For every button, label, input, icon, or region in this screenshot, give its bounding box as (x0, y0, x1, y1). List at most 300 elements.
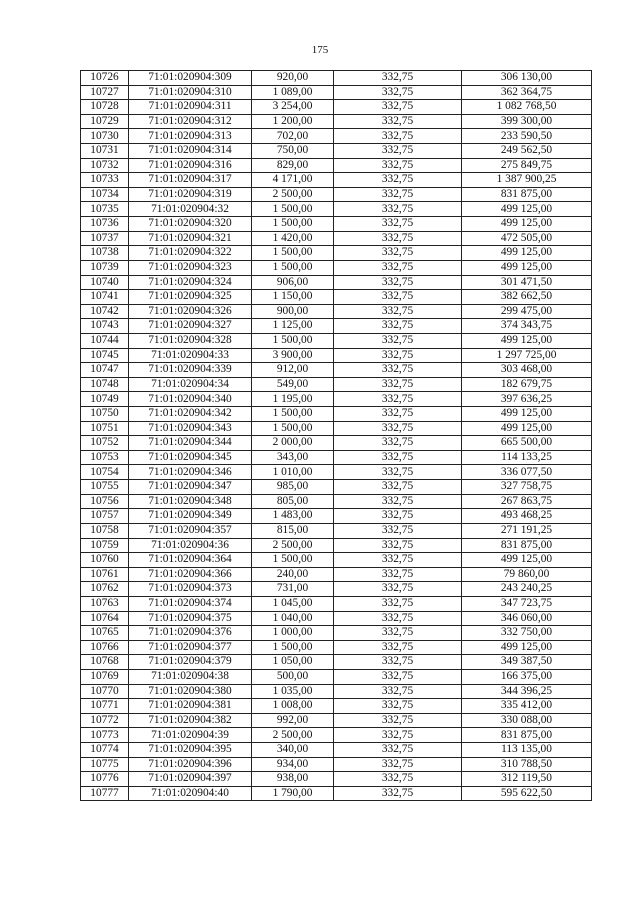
table-row (81, 71, 592, 86)
table-row (81, 114, 592, 129)
row-number-cell: 10761 (81, 567, 129, 582)
table-row (81, 567, 592, 582)
table-row (81, 640, 592, 655)
cadastral-number-cell: 71:01:020904:373 (129, 582, 252, 597)
cadastral-value-cell: 665 500,00 (462, 436, 592, 451)
row-number-cell: 10773 (81, 728, 129, 743)
cadastral-number-cell: 71:01:020904:36 (129, 538, 252, 553)
rate-cell: 332,75 (334, 363, 462, 378)
area-cell: 1 500,00 (252, 553, 334, 568)
table-row (81, 596, 592, 611)
cadastral-value-cell: 233 590,50 (462, 129, 592, 144)
row-number-cell: 10730 (81, 129, 129, 144)
table-row (81, 290, 592, 305)
cadastral-value-cell: 249 562,50 (462, 144, 592, 159)
area-cell: 1 500,00 (252, 260, 334, 275)
cadastral-number-cell: 71:01:020904:340 (129, 392, 252, 407)
rate-cell: 332,75 (334, 713, 462, 728)
cadastral-value-cell: 499 125,00 (462, 260, 592, 275)
row-number-cell: 10737 (81, 231, 129, 246)
row-number-cell: 10774 (81, 743, 129, 758)
row-number-cell: 10742 (81, 304, 129, 319)
table-row (81, 553, 592, 568)
row-number-cell: 10734 (81, 187, 129, 202)
row-number-cell: 10752 (81, 436, 129, 451)
table-row (81, 158, 592, 173)
cadastral-number-cell: 71:01:020904:339 (129, 363, 252, 378)
area-cell: 750,00 (252, 144, 334, 159)
rate-cell: 332,75 (334, 786, 462, 801)
table-row (81, 85, 592, 100)
table-row (81, 523, 592, 538)
area-cell: 1 195,00 (252, 392, 334, 407)
cadastral-value-cell: 831 875,00 (462, 538, 592, 553)
row-number-cell: 10740 (81, 275, 129, 290)
cadastral-value-cell: 397 636,25 (462, 392, 592, 407)
cadastral-number-cell: 71:01:020904:349 (129, 509, 252, 524)
row-number-cell: 10726 (81, 71, 129, 86)
cadastral-value-cell: 499 125,00 (462, 421, 592, 436)
table-row (81, 217, 592, 232)
cadastral-number-cell: 71:01:020904:39 (129, 728, 252, 743)
row-number-cell: 10759 (81, 538, 129, 553)
rate-cell: 332,75 (334, 538, 462, 553)
table-row (81, 538, 592, 553)
rate-cell: 332,75 (334, 772, 462, 787)
cadastral-number-cell: 71:01:020904:381 (129, 699, 252, 714)
row-number-cell: 10728 (81, 100, 129, 115)
area-cell: 549,00 (252, 377, 334, 392)
cadastral-number-cell: 71:01:020904:382 (129, 713, 252, 728)
area-cell: 1 500,00 (252, 246, 334, 261)
row-number-cell: 10743 (81, 319, 129, 334)
table-row (81, 392, 592, 407)
area-cell: 1 050,00 (252, 655, 334, 670)
cadastral-value-cell: 499 125,00 (462, 246, 592, 261)
cadastral-value-cell: 1 297 725,00 (462, 348, 592, 363)
cadastral-value-cell: 166 375,00 (462, 669, 592, 684)
table-row (81, 333, 592, 348)
table-row (81, 582, 592, 597)
cadastral-value-cell: 336 077,50 (462, 465, 592, 480)
row-number-cell: 10765 (81, 626, 129, 641)
row-number-cell: 10753 (81, 450, 129, 465)
area-cell: 1 045,00 (252, 596, 334, 611)
cadastral-number-cell: 71:01:020904:312 (129, 114, 252, 129)
table-row (81, 684, 592, 699)
table-row (81, 728, 592, 743)
table-row (81, 173, 592, 188)
rate-cell: 332,75 (334, 480, 462, 495)
row-number-cell: 10766 (81, 640, 129, 655)
table-row (81, 450, 592, 465)
cadastral-number-cell: 71:01:020904:310 (129, 85, 252, 100)
area-cell: 1 035,00 (252, 684, 334, 699)
cadastral-value-cell: 267 863,75 (462, 494, 592, 509)
table-row (81, 377, 592, 392)
cadastral-value-cell: 271 191,25 (462, 523, 592, 538)
cadastral-value-cell: 114 133,25 (462, 450, 592, 465)
row-number-cell: 10749 (81, 392, 129, 407)
table-row (81, 713, 592, 728)
cadastral-number-cell: 71:01:020904:374 (129, 596, 252, 611)
cadastral-number-cell: 71:01:020904:377 (129, 640, 252, 655)
table-row (81, 144, 592, 159)
area-cell: 1 040,00 (252, 611, 334, 626)
rate-cell: 332,75 (334, 144, 462, 159)
area-cell: 731,00 (252, 582, 334, 597)
rate-cell: 332,75 (334, 114, 462, 129)
rate-cell: 332,75 (334, 392, 462, 407)
rate-cell: 332,75 (334, 85, 462, 100)
cadastral-number-cell: 71:01:020904:346 (129, 465, 252, 480)
cadastral-number-cell: 71:01:020904:34 (129, 377, 252, 392)
cadastral-number-cell: 71:01:020904:395 (129, 743, 252, 758)
area-cell: 2 000,00 (252, 436, 334, 451)
table-row (81, 187, 592, 202)
rate-cell: 332,75 (334, 231, 462, 246)
cadastral-number-cell: 71:01:020904:40 (129, 786, 252, 801)
rate-cell: 332,75 (334, 260, 462, 275)
table-row (81, 465, 592, 480)
cadastral-number-cell: 71:01:020904:345 (129, 450, 252, 465)
rate-cell: 332,75 (334, 158, 462, 173)
row-number-cell: 10751 (81, 421, 129, 436)
cadastral-number-cell: 71:01:020904:344 (129, 436, 252, 451)
cadastral-value-cell: 332 750,00 (462, 626, 592, 641)
rate-cell: 332,75 (334, 436, 462, 451)
rate-cell: 332,75 (334, 669, 462, 684)
rate-cell: 332,75 (334, 509, 462, 524)
rate-cell: 332,75 (334, 377, 462, 392)
cadastral-number-cell: 71:01:020904:319 (129, 187, 252, 202)
row-number-cell: 10727 (81, 85, 129, 100)
table-row (81, 129, 592, 144)
rate-cell: 332,75 (334, 348, 462, 363)
rate-cell: 332,75 (334, 699, 462, 714)
row-number-cell: 10747 (81, 363, 129, 378)
rate-cell: 332,75 (334, 246, 462, 261)
cadastral-number-cell: 71:01:020904:343 (129, 421, 252, 436)
area-cell: 1 420,00 (252, 231, 334, 246)
rate-cell: 332,75 (334, 728, 462, 743)
cadastral-value-cell: 1 387 900,25 (462, 173, 592, 188)
area-cell: 985,00 (252, 480, 334, 495)
area-cell: 2 500,00 (252, 538, 334, 553)
rate-cell: 332,75 (334, 187, 462, 202)
area-cell: 340,00 (252, 743, 334, 758)
cadastral-value-cell: 472 505,00 (462, 231, 592, 246)
row-number-cell: 10762 (81, 582, 129, 597)
cadastral-value-cell: 327 758,75 (462, 480, 592, 495)
cadastral-value-cell: 335 412,00 (462, 699, 592, 714)
area-cell: 1 790,00 (252, 786, 334, 801)
row-number-cell: 10733 (81, 173, 129, 188)
row-number-cell: 10731 (81, 144, 129, 159)
row-number-cell: 10760 (81, 553, 129, 568)
cadastral-value-cell: 499 125,00 (462, 640, 592, 655)
area-cell: 1 500,00 (252, 407, 334, 422)
area-cell: 1 483,00 (252, 509, 334, 524)
cadastral-number-cell: 71:01:020904:311 (129, 100, 252, 115)
area-cell: 815,00 (252, 523, 334, 538)
rate-cell: 332,75 (334, 421, 462, 436)
rate-cell: 332,75 (334, 290, 462, 305)
row-number-cell: 10745 (81, 348, 129, 363)
cadastral-value-cell: 382 662,50 (462, 290, 592, 305)
area-cell: 2 500,00 (252, 728, 334, 743)
table-row (81, 480, 592, 495)
rate-cell: 332,75 (334, 129, 462, 144)
row-number-cell: 10772 (81, 713, 129, 728)
rate-cell: 332,75 (334, 450, 462, 465)
cadastral-number-cell: 71:01:020904:321 (129, 231, 252, 246)
rate-cell: 332,75 (334, 202, 462, 217)
rate-cell: 332,75 (334, 684, 462, 699)
area-cell: 1 000,00 (252, 626, 334, 641)
cadastral-value-cell: 330 088,00 (462, 713, 592, 728)
table-row (81, 772, 592, 787)
cadastral-value-cell: 493 468,25 (462, 509, 592, 524)
cadastral-value-cell: 301 471,50 (462, 275, 592, 290)
cadastral-number-cell: 71:01:020904:327 (129, 319, 252, 334)
area-cell: 1 008,00 (252, 699, 334, 714)
row-number-cell: 10736 (81, 217, 129, 232)
rate-cell: 332,75 (334, 304, 462, 319)
area-cell: 1 125,00 (252, 319, 334, 334)
cadastral-value-cell: 499 125,00 (462, 217, 592, 232)
rate-cell: 332,75 (334, 71, 462, 86)
area-cell: 805,00 (252, 494, 334, 509)
cadastral-number-cell: 71:01:020904:357 (129, 523, 252, 538)
area-cell: 1 500,00 (252, 217, 334, 232)
cadastral-value-cell: 831 875,00 (462, 187, 592, 202)
cadastral-number-cell: 71:01:020904:375 (129, 611, 252, 626)
area-cell: 938,00 (252, 772, 334, 787)
cadastral-number-cell: 71:01:020904:380 (129, 684, 252, 699)
area-cell: 1 089,00 (252, 85, 334, 100)
table-row (81, 757, 592, 772)
row-number-cell: 10755 (81, 480, 129, 495)
rate-cell: 332,75 (334, 333, 462, 348)
row-number-cell: 10770 (81, 684, 129, 699)
row-number-cell: 10756 (81, 494, 129, 509)
table-row (81, 509, 592, 524)
cadastral-number-cell: 71:01:020904:366 (129, 567, 252, 582)
cadastral-value-cell: 346 060,00 (462, 611, 592, 626)
cadastral-number-cell: 71:01:020904:364 (129, 553, 252, 568)
cadastral-value-cell: 1 082 768,50 (462, 100, 592, 115)
row-number-cell: 10744 (81, 333, 129, 348)
row-number-cell: 10739 (81, 260, 129, 275)
rate-cell: 332,75 (334, 757, 462, 772)
row-number-cell: 10750 (81, 407, 129, 422)
cadastral-number-cell: 71:01:020904:397 (129, 772, 252, 787)
cadastral-number-cell: 71:01:020904:326 (129, 304, 252, 319)
cadastral-value-cell: 275 849,75 (462, 158, 592, 173)
rate-cell: 332,75 (334, 407, 462, 422)
table-body (81, 71, 592, 801)
area-cell: 702,00 (252, 129, 334, 144)
area-cell: 1 500,00 (252, 421, 334, 436)
area-cell: 2 500,00 (252, 187, 334, 202)
table-row (81, 743, 592, 758)
table-row (81, 202, 592, 217)
cadastral-value-cell: 499 125,00 (462, 407, 592, 422)
row-number-cell: 10732 (81, 158, 129, 173)
rate-cell: 332,75 (334, 100, 462, 115)
cadastral-value-cell: 310 788,50 (462, 757, 592, 772)
row-number-cell: 10741 (81, 290, 129, 305)
area-cell: 920,00 (252, 71, 334, 86)
cadastral-value-cell: 303 468,00 (462, 363, 592, 378)
rate-cell: 332,75 (334, 173, 462, 188)
table-row (81, 319, 592, 334)
rate-cell: 332,75 (334, 567, 462, 582)
table-row (81, 100, 592, 115)
area-cell: 240,00 (252, 567, 334, 582)
row-number-cell: 10771 (81, 699, 129, 714)
rate-cell: 332,75 (334, 275, 462, 290)
rate-cell: 332,75 (334, 626, 462, 641)
cadastral-value-cell: 595 622,50 (462, 786, 592, 801)
area-cell: 3 900,00 (252, 348, 334, 363)
area-cell: 343,00 (252, 450, 334, 465)
row-number-cell: 10748 (81, 377, 129, 392)
area-cell: 906,00 (252, 275, 334, 290)
area-cell: 1 200,00 (252, 114, 334, 129)
row-number-cell: 10757 (81, 509, 129, 524)
area-cell: 1 150,00 (252, 290, 334, 305)
row-number-cell: 10776 (81, 772, 129, 787)
table-row (81, 494, 592, 509)
cadastral-number-cell: 71:01:020904:376 (129, 626, 252, 641)
cadastral-value-cell: 299 475,00 (462, 304, 592, 319)
cadastral-value-cell: 374 343,75 (462, 319, 592, 334)
table-row (81, 363, 592, 378)
cadastral-number-cell: 71:01:020904:348 (129, 494, 252, 509)
table-row (81, 655, 592, 670)
cadastral-number-cell: 71:01:020904:325 (129, 290, 252, 305)
cadastral-value-cell: 243 240,25 (462, 582, 592, 597)
cadastral-number-cell: 71:01:020904:342 (129, 407, 252, 422)
cadastral-number-cell: 71:01:020904:328 (129, 333, 252, 348)
table-row (81, 421, 592, 436)
page-number: 175 (311, 44, 329, 56)
row-number-cell: 10738 (81, 246, 129, 261)
table-row (81, 348, 592, 363)
cadastral-value-cell: 349 387,50 (462, 655, 592, 670)
rate-cell: 332,75 (334, 582, 462, 597)
row-number-cell: 10729 (81, 114, 129, 129)
cadastral-number-cell: 71:01:020904:317 (129, 173, 252, 188)
table-row (81, 231, 592, 246)
table-row (81, 786, 592, 801)
cadastral-value-cell: 79 860,00 (462, 567, 592, 582)
area-cell: 500,00 (252, 669, 334, 684)
rate-cell: 332,75 (334, 596, 462, 611)
rate-cell: 332,75 (334, 655, 462, 670)
cadastral-number-cell: 71:01:020904:316 (129, 158, 252, 173)
area-cell: 829,00 (252, 158, 334, 173)
rate-cell: 332,75 (334, 319, 462, 334)
rate-cell: 332,75 (334, 523, 462, 538)
cadastral-value-cell: 344 396,25 (462, 684, 592, 699)
rate-cell: 332,75 (334, 611, 462, 626)
area-cell: 912,00 (252, 363, 334, 378)
rate-cell: 332,75 (334, 494, 462, 509)
cadastral-value-cell: 499 125,00 (462, 202, 592, 217)
cadastral-number-cell: 71:01:020904:320 (129, 217, 252, 232)
area-cell: 900,00 (252, 304, 334, 319)
area-cell: 4 171,00 (252, 173, 334, 188)
area-cell: 934,00 (252, 757, 334, 772)
cadastral-number-cell: 71:01:020904:38 (129, 669, 252, 684)
area-cell: 3 254,00 (252, 100, 334, 115)
cadastral-value-cell: 113 135,00 (462, 743, 592, 758)
cadastral-value-cell: 831 875,00 (462, 728, 592, 743)
rate-cell: 332,75 (334, 217, 462, 232)
rate-cell: 332,75 (334, 743, 462, 758)
row-number-cell: 10758 (81, 523, 129, 538)
cadastral-number-cell: 71:01:020904:396 (129, 757, 252, 772)
cadastral-number-cell: 71:01:020904:313 (129, 129, 252, 144)
row-number-cell: 10768 (81, 655, 129, 670)
cadastral-number-cell: 71:01:020904:32 (129, 202, 252, 217)
cadastral-value-cell: 312 119,50 (462, 772, 592, 787)
cadastral-value-cell: 182 679,75 (462, 377, 592, 392)
cadastral-number-cell: 71:01:020904:323 (129, 260, 252, 275)
cadastral-number-cell: 71:01:020904:347 (129, 480, 252, 495)
cadastral-number-cell: 71:01:020904:379 (129, 655, 252, 670)
cadastral-number-cell: 71:01:020904:33 (129, 348, 252, 363)
cadastral-value-cell: 499 125,00 (462, 333, 592, 348)
row-number-cell: 10764 (81, 611, 129, 626)
cadastral-value-cell: 347 723,75 (462, 596, 592, 611)
table-row (81, 626, 592, 641)
rate-cell: 332,75 (334, 465, 462, 480)
area-cell: 1 500,00 (252, 640, 334, 655)
table-row (81, 669, 592, 684)
row-number-cell: 10775 (81, 757, 129, 772)
area-cell: 1 010,00 (252, 465, 334, 480)
row-number-cell: 10777 (81, 786, 129, 801)
rate-cell: 332,75 (334, 553, 462, 568)
cadastral-number-cell: 71:01:020904:309 (129, 71, 252, 86)
cadastral-value-cell: 399 300,00 (462, 114, 592, 129)
area-cell: 1 500,00 (252, 333, 334, 348)
table-row (81, 275, 592, 290)
table-row (81, 611, 592, 626)
cadastral-value-cell: 362 364,75 (462, 85, 592, 100)
cadastral-number-cell: 71:01:020904:314 (129, 144, 252, 159)
cadastral-number-cell: 71:01:020904:324 (129, 275, 252, 290)
row-number-cell: 10763 (81, 596, 129, 611)
table-row (81, 246, 592, 261)
row-number-cell: 10769 (81, 669, 129, 684)
cadastral-value-cell: 499 125,00 (462, 553, 592, 568)
row-number-cell: 10754 (81, 465, 129, 480)
area-cell: 1 500,00 (252, 202, 334, 217)
table-row (81, 436, 592, 451)
row-number-cell: 10735 (81, 202, 129, 217)
cadastral-number-cell: 71:01:020904:322 (129, 246, 252, 261)
table-row (81, 699, 592, 714)
table-row (81, 260, 592, 275)
cadastral-value-table (80, 70, 592, 801)
rate-cell: 332,75 (334, 640, 462, 655)
table-row (81, 304, 592, 319)
